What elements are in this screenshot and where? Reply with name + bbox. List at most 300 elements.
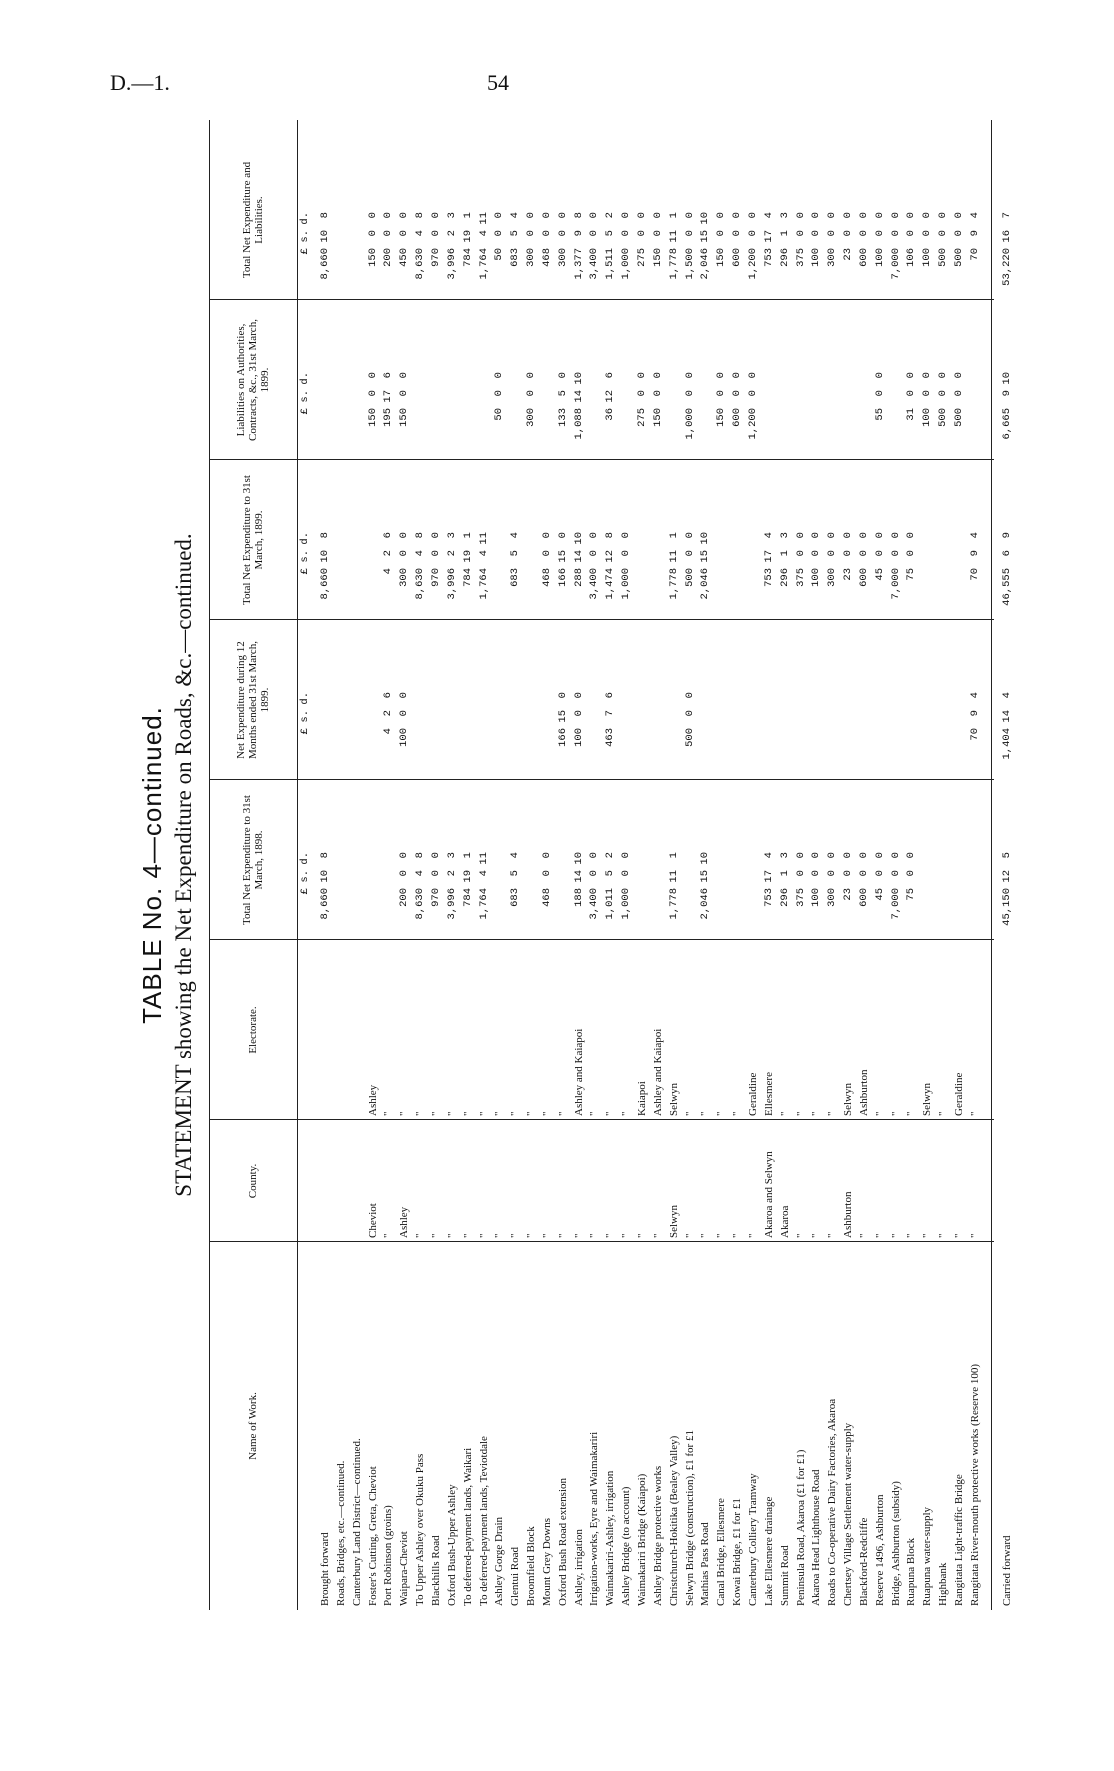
county-cell: " (731, 1233, 744, 1238)
pounds: 7,000 (889, 248, 902, 280)
amount-cell (636, 372, 648, 452)
electorate-cell: " (620, 1111, 633, 1116)
electorate-cell: " (493, 1111, 506, 1116)
pounds: 8,630 (414, 248, 427, 280)
pounds: 275 (636, 408, 648, 427)
county-cell: " (477, 1233, 490, 1238)
work-name: Chertsey Village Settlement water-supply (842, 1422, 854, 1606)
pence: 0 (588, 212, 601, 219)
work-name: Mount Grey Downs (540, 1518, 553, 1606)
pounds: 3,996 (445, 888, 458, 920)
pound-unit: £ (299, 408, 311, 415)
amount-cell (398, 852, 410, 932)
electorate-cell: " (968, 1111, 981, 1116)
amount-cell (684, 692, 696, 772)
pence: 0 (810, 852, 823, 859)
table-row (905, 120, 917, 1610)
electorate-cell: " (445, 1111, 458, 1116)
shillings: 0 (398, 550, 411, 557)
table-row (731, 120, 743, 1610)
county-cell: " (509, 1233, 522, 1238)
amount-cell (969, 212, 981, 292)
pence: 0 (794, 212, 807, 219)
county-cell: " (905, 1233, 918, 1238)
county-cell: " (857, 1233, 870, 1238)
pence: 0 (810, 212, 823, 219)
pence: 0 (683, 692, 696, 699)
shillings: 0 (842, 550, 854, 557)
shillings: 2 (445, 230, 458, 237)
pounds: 970 (429, 248, 442, 267)
amount-cell (921, 212, 933, 292)
work-name: To deferred-payment lands, Waikari (461, 1447, 474, 1606)
county-cell: Ashburton (842, 1191, 854, 1238)
pence: 0 (556, 532, 569, 539)
amount-cell (1001, 852, 1013, 932)
shillings: 0 (794, 550, 807, 557)
pence: 0 (889, 212, 902, 219)
county-cell: " (540, 1233, 553, 1238)
amount-cell (779, 852, 791, 932)
shillings: 1 (778, 870, 791, 877)
pence: 0 (620, 212, 633, 219)
pounds: 296 (778, 888, 791, 907)
pence: 0 (683, 212, 696, 219)
pence: 1 (667, 852, 680, 859)
shillings: 0 (715, 230, 728, 237)
pounds: 2,046 (699, 888, 712, 920)
table-row (779, 120, 791, 1610)
pence: 0 (905, 852, 918, 859)
amount-cell (1001, 212, 1013, 292)
amount-cell (588, 532, 600, 612)
table-row (430, 120, 442, 1610)
county-cell: " (794, 1233, 807, 1238)
amount-cell (826, 212, 838, 292)
shillings: 2 (445, 550, 458, 557)
table-row (446, 120, 458, 1610)
county-cell: " (588, 1233, 601, 1238)
shillings: 9 (968, 550, 981, 557)
amount-cell (604, 372, 616, 452)
amount-cell (573, 692, 585, 772)
pounds: 600 (857, 248, 870, 267)
work-name: Broomfield Block (525, 1526, 537, 1606)
shillings: 0 (857, 870, 870, 877)
amount-cell (668, 532, 680, 612)
column-header-total: Total Net Expenditure and Liabilities. (241, 161, 265, 279)
shillings: 0 (905, 550, 918, 557)
pound-unit: £ (299, 728, 311, 735)
amount-cell (573, 212, 585, 292)
pence: 0 (826, 212, 839, 219)
shillings: 0 (366, 230, 379, 237)
pence: 3 (778, 852, 791, 859)
shillings: 4 (414, 550, 427, 557)
amount-cell (509, 532, 521, 612)
amount-cell (573, 852, 585, 932)
pounds: 55 (873, 408, 886, 421)
pence: 0 (905, 212, 918, 219)
shillings: 11 (667, 550, 680, 563)
electorate-cell: " (382, 1111, 395, 1116)
statement-title: STATEMENT showing the Net Expenditure on Roads, &c.—continued. (171, 533, 196, 1197)
pounds: 166 (556, 728, 569, 747)
electorate-cell: " (429, 1111, 442, 1116)
table-row (382, 120, 394, 1610)
amount-cell (636, 212, 648, 292)
pounds: 1,088 (572, 408, 585, 440)
shillings: 0 (398, 230, 411, 237)
electorate-cell: " (604, 1111, 617, 1116)
lsd-units (299, 372, 311, 452)
pence: 0 (620, 852, 633, 859)
pound-unit: £ (299, 568, 311, 575)
work-name: Bridge, Ashburton (subsidy) (889, 1481, 902, 1606)
work-name: Ashley Gorge Drain (493, 1517, 506, 1606)
shillings: 0 (620, 550, 633, 557)
pounds: 3,400 (588, 248, 601, 280)
amount-cell (604, 852, 616, 932)
lsd-units (299, 852, 311, 932)
electorate-cell: " (905, 1111, 918, 1116)
amount-cell (509, 212, 521, 292)
pounds: 3,400 (588, 568, 601, 600)
work-name: Ashley, irrigation (572, 1529, 585, 1606)
pence: 0 (572, 692, 585, 699)
pence: 0 (540, 212, 553, 219)
county-cell: " (826, 1233, 839, 1238)
pence: 6 (382, 532, 395, 539)
amount-cell (414, 852, 426, 932)
county-cell: Ashley (398, 1206, 411, 1238)
pence: 10 (572, 852, 585, 865)
pence: 0 (715, 372, 728, 379)
amount-cell (493, 212, 505, 292)
county-cell: " (572, 1233, 585, 1238)
shillings: 0 (794, 870, 807, 877)
electorate-cell: " (683, 1111, 696, 1116)
pounds: 7,000 (889, 888, 902, 920)
pounds: 1,778 (667, 888, 680, 920)
left-page-header: D.—1. (110, 70, 170, 95)
pounds: 4 (382, 568, 395, 575)
county-cell: " (715, 1233, 728, 1238)
table-row (826, 120, 838, 1610)
table-row (668, 120, 680, 1610)
pence: 0 (937, 372, 950, 379)
amount-cell (478, 212, 490, 292)
amount-cell (684, 532, 696, 612)
table-row (367, 120, 379, 1610)
shillings: 0 (382, 230, 395, 237)
shillings: 15 (556, 550, 569, 563)
shillings: 0 (873, 390, 886, 397)
shillings: 7 (604, 710, 617, 717)
amount-cell (398, 372, 410, 452)
table-row (763, 120, 775, 1610)
pence: 3 (445, 212, 458, 219)
pounds: 300 (398, 568, 411, 587)
electorate-cell: Kaiapoi (636, 1081, 648, 1116)
pounds: 500 (683, 728, 696, 747)
pounds: 1,000 (620, 248, 633, 280)
pounds: 8,660 (319, 888, 331, 920)
shillings: 0 (429, 230, 442, 237)
shillings: 0 (810, 550, 823, 557)
amount-cell (557, 212, 569, 292)
pence: 0 (398, 212, 411, 219)
amount-cell (858, 532, 870, 612)
pence: 0 (731, 372, 744, 379)
amount-cell (953, 372, 965, 452)
pence: 0 (636, 212, 648, 219)
pounds: 600 (731, 248, 744, 267)
pounds: 2,046 (699, 568, 712, 600)
shillings: 19 (461, 870, 474, 883)
pence: 3 (778, 532, 791, 539)
pounds: 75 (905, 888, 918, 901)
shillings: 0 (921, 390, 934, 397)
amount-cell (905, 532, 917, 612)
work-name: Brought forward (319, 1532, 331, 1606)
pence: 0 (683, 372, 696, 379)
pounds: 375 (794, 248, 807, 267)
pounds: 1,764 (477, 248, 490, 280)
shillings: 0 (398, 710, 411, 717)
pence: 6 (382, 692, 395, 699)
shillings: 0 (905, 870, 918, 877)
pounds: 753 (762, 248, 775, 267)
shillings: 0 (398, 390, 411, 397)
shillings: 14 (1000, 710, 1013, 723)
pence: 4 (762, 852, 775, 859)
amount-cell (668, 212, 680, 292)
pounds: 195 (382, 408, 395, 427)
pounds: 150 (366, 408, 379, 427)
pence: 0 (953, 212, 965, 219)
shillings: 0 (683, 230, 696, 237)
electorate-cell: " (778, 1111, 791, 1116)
amount-cell (1001, 372, 1013, 452)
pounds: 8,630 (414, 568, 427, 600)
amount-cell (715, 212, 727, 292)
shillings: 0 (731, 390, 744, 397)
shillings: 4 (477, 870, 490, 877)
pence: 0 (429, 852, 442, 859)
amount-cell (858, 852, 870, 932)
work-name: Canterbury Land District—continued. (350, 1438, 363, 1606)
shillings: 5 (509, 550, 522, 557)
amount-cell (905, 212, 917, 292)
shillings: 0 (636, 230, 648, 237)
shillings: 0 (905, 390, 918, 397)
amount-cell (779, 532, 791, 612)
shillings: 10 (319, 230, 331, 243)
shillings: 0 (525, 230, 537, 237)
table-row (953, 120, 965, 1610)
pounds: 7,000 (889, 568, 902, 600)
table-row (351, 120, 363, 1610)
pounds: 288 (572, 568, 585, 587)
amount-cell (969, 532, 981, 612)
work-name: Summit Road (778, 1545, 791, 1606)
electorate-cell: Geraldine (953, 1072, 965, 1116)
shilling-unit: s. (299, 390, 311, 403)
amount-cell (795, 852, 807, 932)
amount-cell (604, 692, 616, 772)
amount-cell (382, 212, 394, 292)
amount-cell (319, 212, 331, 292)
electorate-cell: Selwyn (921, 1083, 934, 1116)
pounds: 1,764 (477, 888, 490, 920)
electorate-cell: Selwyn (667, 1083, 680, 1116)
amount-cell (382, 532, 394, 612)
amount-cell (842, 212, 854, 292)
shillings: 5 (604, 230, 617, 237)
table-row (890, 120, 902, 1610)
amount-cell (382, 372, 394, 452)
work-name: Roads, Bridges, etc.—continued. (334, 1460, 347, 1606)
shillings: 17 (382, 390, 395, 403)
pence: 0 (366, 212, 379, 219)
amount-cell (509, 852, 521, 932)
pounds: 100 (921, 248, 934, 267)
amount-cell (525, 212, 537, 292)
work-name: Glentui Road (509, 1547, 522, 1606)
electorate-cell: " (525, 1111, 537, 1116)
work-name: Carried forward (1000, 1535, 1013, 1606)
pence: 10 (699, 532, 712, 545)
pence: 0 (794, 852, 807, 859)
pounds: 45,150 (1000, 888, 1013, 926)
table-row (795, 120, 807, 1610)
amount-cell (699, 852, 711, 932)
electorate-cell: " (414, 1111, 427, 1116)
county-cell: " (889, 1233, 902, 1238)
pence-unit: d. (299, 372, 311, 385)
shillings: 0 (540, 870, 553, 877)
amount-cell (319, 852, 331, 932)
pounds: 2,046 (699, 248, 712, 280)
pounds: 600 (857, 568, 870, 587)
table-row (478, 120, 490, 1610)
county-cell: " (414, 1233, 427, 1238)
pounds: 100 (810, 888, 823, 907)
amount-cell (588, 852, 600, 932)
shillings: 0 (556, 230, 569, 237)
amount-cell (763, 532, 775, 612)
amount-cell (462, 852, 474, 932)
pounds: 1,200 (747, 408, 759, 440)
pounds: 468 (540, 568, 553, 587)
amount-cell (446, 852, 458, 932)
pence: 8 (414, 852, 427, 859)
pence: 3 (445, 532, 458, 539)
pounds: 1,404 (1000, 728, 1013, 760)
electorate-cell: " (556, 1111, 569, 1116)
pence: 4 (509, 532, 522, 539)
pence: 0 (683, 532, 696, 539)
pounds: 50 (493, 248, 506, 261)
pence: 0 (651, 212, 664, 219)
amount-cell (763, 212, 775, 292)
amount-cell (921, 372, 933, 452)
pence: 0 (747, 372, 759, 379)
pounds: 23 (842, 248, 854, 261)
pence: 1 (461, 532, 474, 539)
amount-cell (826, 532, 838, 612)
shillings: 0 (429, 870, 442, 877)
pence: 0 (651, 372, 664, 379)
amount-cell (478, 532, 490, 612)
lsd-unit-row (299, 120, 311, 1610)
work-name: Oxford Bush Road extension (556, 1477, 569, 1606)
pounds: 500 (683, 568, 696, 587)
amount-cell (620, 212, 632, 292)
pence: 0 (493, 212, 506, 219)
amount-cell (367, 372, 379, 452)
amount-cell (731, 212, 743, 292)
work-name: Selwyn Bridge (construction), £1 for £1 (683, 1430, 696, 1606)
amount-cell (462, 212, 474, 292)
shillings: 9 (572, 230, 585, 237)
amount-cell (953, 212, 965, 292)
shillings: 4 (414, 870, 427, 877)
work-name: Reserve 1496, Ashburton (873, 1494, 886, 1606)
pence: 0 (857, 852, 870, 859)
pounds: 296 (778, 568, 791, 587)
lsd-units (299, 212, 311, 292)
header-rule (297, 120, 298, 1610)
pounds: 1,778 (667, 568, 680, 600)
shillings: 0 (873, 870, 886, 877)
pounds: 23 (842, 568, 854, 581)
county-cell: " (604, 1233, 617, 1238)
shillings: 0 (683, 710, 696, 717)
amount-cell (668, 852, 680, 932)
amount-cell (446, 532, 458, 612)
amount-cell (874, 852, 886, 932)
electorate-cell: " (794, 1111, 807, 1116)
electorate-cell: " (398, 1111, 411, 1116)
pence: 2 (604, 852, 617, 859)
table-row (1001, 120, 1013, 1610)
shillings: 2 (445, 870, 458, 877)
electorate-cell: " (699, 1111, 712, 1116)
pounds: 970 (429, 568, 442, 587)
table-row (414, 120, 426, 1610)
column-header-expenditure-1898: Total Net Expenditure to 31st March, 1898. (241, 795, 265, 925)
shillings: 0 (651, 390, 664, 397)
table-row (969, 120, 981, 1610)
county-cell: " (556, 1233, 569, 1238)
shillings: 0 (398, 870, 411, 877)
shillings: 19 (461, 550, 474, 563)
pounds: 1,011 (604, 888, 617, 920)
shillings: 9 (1000, 390, 1013, 397)
pounds: 375 (794, 888, 807, 907)
pounds: 1,000 (620, 888, 633, 920)
shillings: 14 (572, 390, 585, 403)
pence: 3 (445, 852, 458, 859)
pence: 0 (873, 532, 886, 539)
pounds: 300 (826, 888, 839, 907)
electorate-cell: " (731, 1111, 744, 1116)
pounds: 600 (857, 888, 870, 907)
pence: 0 (620, 532, 633, 539)
shillings: 1 (778, 230, 791, 237)
